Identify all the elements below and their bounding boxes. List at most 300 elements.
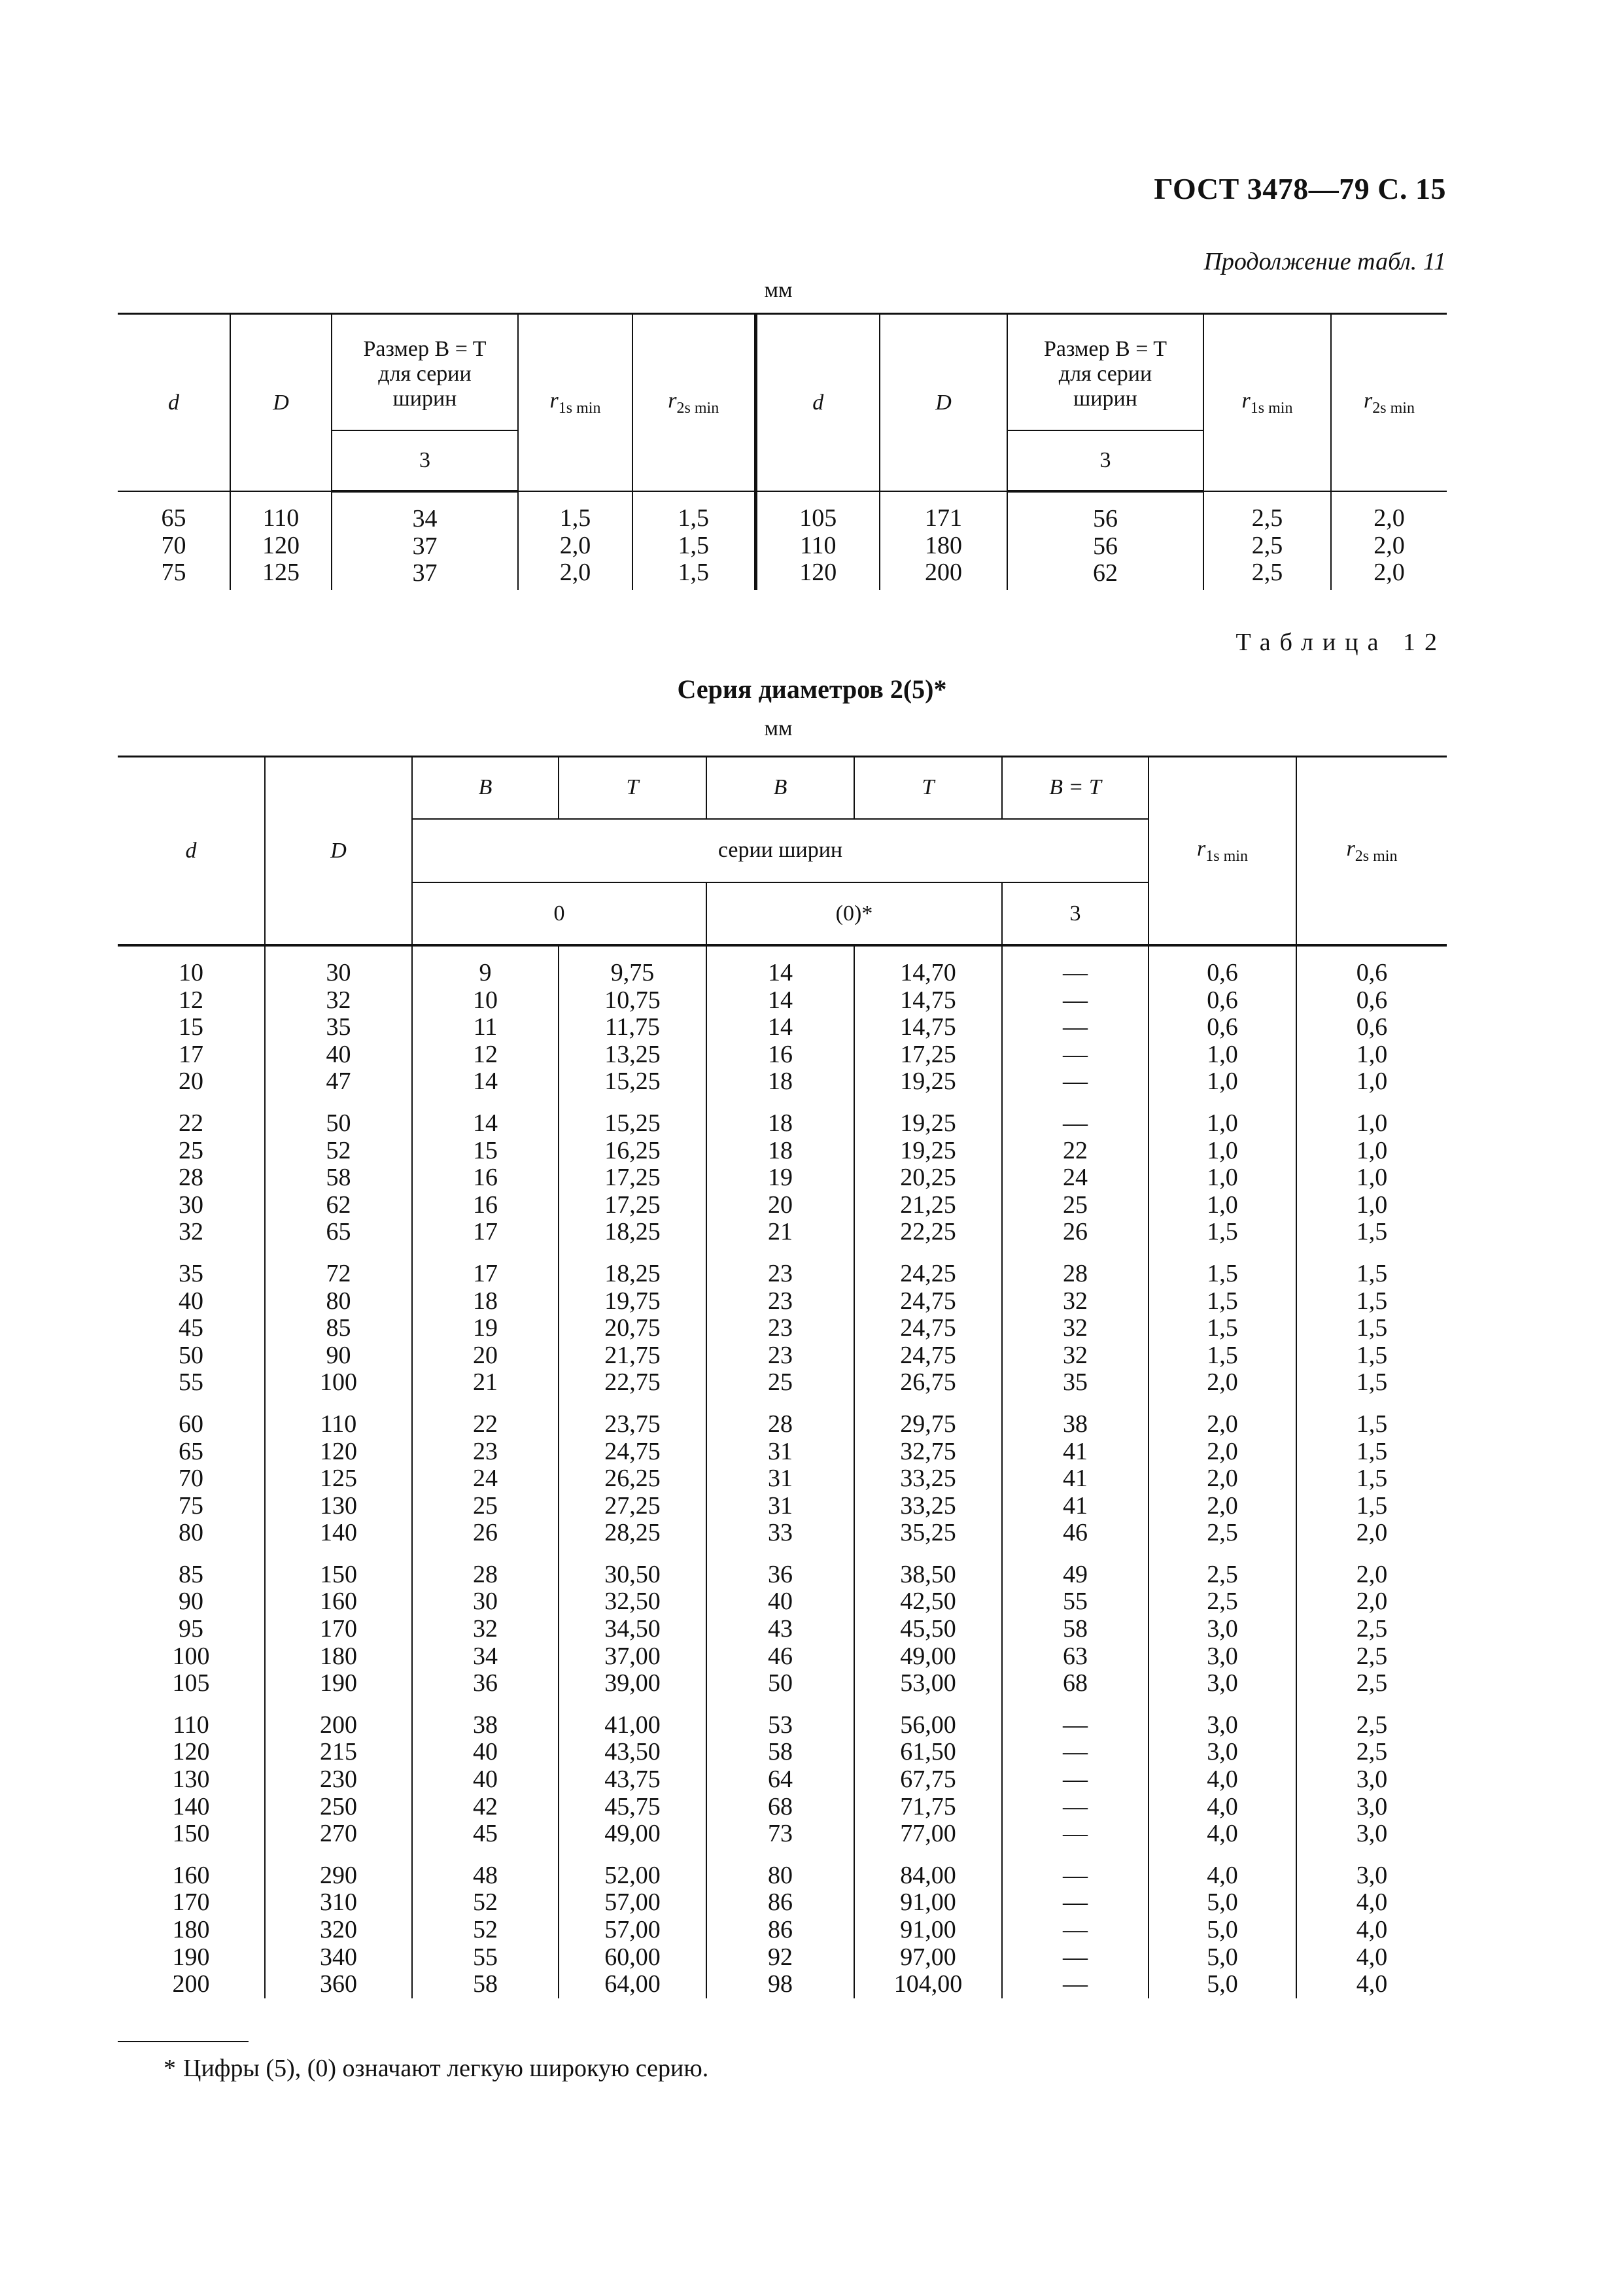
t12-header-T2: T [854,757,1002,819]
size-label-line3: ширин [392,387,457,411]
t12-col-B1 [412,945,559,1096]
table-cell: 0,6 [1356,959,1388,986]
table-cell: 21,75 [604,1341,661,1369]
table-cell: 18 [473,1287,498,1315]
table-cell: 31 [768,1465,793,1493]
table-cell: 49,00 [900,1642,956,1670]
table-cell: 16,25 [604,1136,661,1164]
table-cell: 30 [326,959,351,986]
table-cell: 18 [768,1136,793,1164]
t11-header-size-right [1007,314,1203,431]
table-cell: 19,25 [900,1068,956,1096]
t12-col-D [265,1096,412,1246]
t12-header-series-0: 0 [412,882,706,944]
table-cell: 32 [1063,1314,1088,1342]
table-cell: 110 [320,1410,357,1438]
table-cell: 22 [473,1410,498,1438]
table-12-label: Таблица 12 [1235,629,1446,656]
table-cell: 9,75 [610,959,655,986]
t12-col-r2 [1296,1848,1447,1998]
table-cell: 19 [473,1314,498,1342]
table-cell: 95 [179,1615,203,1643]
table-cell: 40 [768,1588,793,1616]
t12-col-B1 [412,1397,559,1547]
table-cell: 17,25 [900,1040,956,1068]
table-cell: 1,5 [678,531,709,559]
table-cell: 80 [768,1861,793,1889]
t11-col-r1-left [518,491,632,590]
table-cell: 21 [473,1368,498,1397]
r1-symbol: r [549,388,559,413]
table-cell: 105 [799,504,837,532]
table-cell: — [1063,1943,1088,1971]
t12-col-d [118,1547,265,1697]
table12-unit: мм [764,716,793,740]
t12-col-BT [1002,1848,1149,1998]
table-cell: 15 [179,1013,203,1041]
t12-col-d [118,1397,265,1547]
table-cell: 2,5 [1207,1588,1238,1616]
table-cell: 58 [326,1164,351,1192]
t12-col-r2 [1296,1397,1447,1547]
table-cell: 1,0 [1207,1164,1238,1192]
t12-col-r1 [1149,1547,1296,1697]
t12-col-T2 [854,1246,1002,1397]
table-cell: 33,25 [900,1491,956,1520]
table-cell: — [1063,959,1088,986]
t11-header-r2-left [632,314,755,492]
table-cell: 190 [172,1943,210,1971]
table-cell: 2,0 [1356,1588,1388,1616]
table-cell: 1,0 [1207,1109,1238,1137]
table-cell: 3,0 [1207,1669,1238,1697]
table-cell: 19 [768,1164,793,1192]
table-cell: 38 [473,1711,498,1739]
t11-header-r1-right [1203,314,1331,492]
table-cell: 20 [179,1068,203,1096]
table-cell: 34 [473,1642,498,1670]
t12-col-T1 [559,1397,706,1547]
table-cell: 2,0 [1207,1410,1238,1438]
table-cell: 110 [799,531,837,559]
table-cell: 140 [320,1519,357,1547]
table-cell: 14,75 [900,986,956,1014]
t12-col-BT [1002,1246,1149,1397]
table-cell: 60 [179,1410,203,1438]
table-cell: 2,0 [1207,1437,1238,1465]
t11-header-size-left [332,314,518,431]
table-cell: 24 [473,1465,498,1493]
t12-col-T2 [854,945,1002,1096]
table-cell: 32 [1063,1287,1088,1315]
table-cell: — [1063,1765,1088,1794]
table-cell: 49 [1063,1560,1088,1588]
table-cell: 30 [473,1588,498,1616]
table-cell: — [1063,1109,1088,1137]
table-cell: 2,5 [1356,1738,1388,1766]
table-cell: 35 [326,1013,351,1041]
table-cell: 52,00 [604,1861,661,1889]
table-cell: 360 [320,1970,357,1998]
t12-col-BT [1002,1096,1149,1246]
table-cell: 4,0 [1207,1820,1238,1848]
table-cell: 23 [473,1437,498,1465]
table-cell: 110 [173,1711,209,1739]
t12-col-B1 [412,1547,559,1697]
t12-col-d [118,945,265,1096]
table-cell: 45,75 [604,1792,661,1820]
table-cell: 26 [1063,1218,1088,1246]
table-cell: 17,25 [604,1164,661,1192]
t12-col-T2 [854,1096,1002,1246]
size-label-line1: Размер B = T [1043,337,1167,361]
table-cell: 65 [179,1437,203,1465]
t12-col-D [265,1397,412,1547]
table-cell: 57,00 [604,1916,661,1943]
t11-col-d-right [755,491,880,590]
table-cell: 85 [179,1560,203,1588]
table-cell: 52 [473,1888,498,1917]
table-cell: 130 [172,1765,210,1794]
table-cell: 9 [479,959,492,986]
table-cell: — [1063,1916,1088,1943]
t11-header-r1-left [518,314,632,492]
t12-col-B2 [706,1547,854,1697]
table-cell: 1,5 [1356,1410,1388,1438]
size-label-line2: для серии [378,362,472,386]
table-cell: 2,0 [1207,1491,1238,1520]
table-cell: 4,0 [1356,1970,1388,1998]
table-cell: 56 [1093,532,1118,560]
table-cell: 26 [473,1519,498,1547]
t11-header-D-right: D [880,314,1007,492]
t11-header-series-left: 3 [332,430,518,491]
t11-col-D-left [230,491,332,590]
table-cell: 20,25 [900,1164,956,1192]
footnote-star: * [164,2055,176,2082]
table-cell: 20,75 [604,1314,661,1342]
table-cell: 39,00 [604,1669,661,1697]
table-cell: 2,0 [1373,531,1405,559]
table-cell: — [1063,1711,1088,1739]
table-cell: 84,00 [900,1861,956,1889]
t11-col-BT-right [1007,491,1203,590]
table-cell: 17 [179,1040,203,1068]
table-cell: 71,75 [900,1792,956,1820]
table-cell: 20 [473,1341,498,1369]
table-cell: 1,5 [1356,1259,1388,1287]
table-cell: 63 [1063,1642,1088,1670]
table-cell: 0,6 [1207,986,1238,1014]
table-cell: 19,75 [604,1287,661,1315]
table-cell: 58 [473,1970,498,1998]
table-cell: 270 [320,1820,357,1848]
table-cell: 1,5 [1356,1465,1388,1493]
table-cell: 33 [768,1519,793,1547]
t11-col-BT-left [332,491,518,590]
table-cell: 0,6 [1356,986,1388,1014]
table-cell: 2,5 [1251,559,1283,587]
table-cell: 3,0 [1356,1861,1388,1889]
footnote-rule [118,2041,249,2042]
table-cell: 250 [320,1792,357,1820]
t12-col-BT [1002,1697,1149,1848]
t11-col-r2-right [1331,491,1447,590]
t11-header-d-left: d [118,314,230,492]
t12-header-B1: B [412,757,559,819]
table-cell: 16 [768,1040,793,1068]
t12-col-B1 [412,1848,559,1998]
table-cell: 55 [179,1368,203,1397]
table-cell: 125 [320,1465,357,1493]
t11-col-r1-right [1203,491,1331,590]
table-cell: 61,50 [900,1738,956,1766]
table-cell: 32,50 [604,1588,661,1616]
table-cell: 1,5 [1207,1287,1238,1315]
table-cell: 48 [473,1861,498,1889]
table-cell: 43 [768,1615,793,1643]
table-cell: 52 [326,1136,351,1164]
table-cell: 30 [179,1191,203,1219]
table-cell: 100 [172,1642,210,1670]
table-cell: 60,00 [604,1943,661,1971]
page-header: ГОСТ 3478—79 С. 15 [1154,172,1446,205]
t12-header-series-widths: серии ширин [412,819,1149,883]
t12-col-d [118,1697,265,1848]
table-cell: 14,75 [900,1013,956,1041]
table-cell: 70 [161,531,186,559]
table-cell: 2,5 [1207,1519,1238,1547]
table-cell: 170 [172,1888,210,1917]
table-cell: 5,0 [1207,1888,1238,1917]
t12-col-D [265,1848,412,1998]
table-cell: 17,25 [604,1191,661,1219]
r1-subscript: 1s min [1250,399,1293,417]
table-cell: 4,0 [1207,1861,1238,1889]
table-cell: 3,0 [1207,1711,1238,1739]
t12-col-r1 [1149,1848,1296,1998]
table-cell: 0,6 [1207,1013,1238,1041]
table-cell: 26,25 [604,1465,661,1493]
table-cell: 340 [320,1943,357,1971]
table-cell: 31 [768,1491,793,1520]
table-cell: 32 [179,1218,203,1246]
table-cell: 4,0 [1207,1792,1238,1820]
table-cell: 45,50 [900,1615,956,1643]
table-cell: — [1063,1068,1088,1096]
table-cell: 104,00 [893,1970,963,1998]
table-cell: 15 [473,1136,498,1164]
table-cell: 25 [179,1136,203,1164]
table-cell: 2,0 [1207,1368,1238,1397]
table-cell: 1,0 [1356,1068,1388,1096]
t12-col-r2 [1296,1547,1447,1697]
table-cell: 180 [925,531,962,559]
table-cell: — [1063,1861,1088,1889]
table-cell: 1,0 [1207,1040,1238,1068]
table-cell: 67,75 [900,1765,956,1794]
table-cell: 41,00 [604,1711,661,1739]
t12-col-T1 [559,1697,706,1848]
table-cell: 1,5 [1356,1314,1388,1342]
table-cell: 3,0 [1356,1820,1388,1848]
table-cell: 23 [768,1314,793,1342]
t11-header-D-left: D [230,314,332,492]
table-cell: 2,5 [1207,1560,1238,1588]
table-cell: 125 [262,559,300,587]
footnote [164,2054,709,2083]
t12-col-D [265,1697,412,1848]
table-cell: 17 [473,1218,498,1246]
table-cell: 24,75 [900,1341,956,1369]
t12-col-B2 [706,1848,854,1998]
table-cell: 0,6 [1207,959,1238,986]
table-cell: 31 [768,1437,793,1465]
table-cell: 4,0 [1207,1765,1238,1794]
t12-col-D [265,1246,412,1397]
table-cell: 53 [768,1711,793,1739]
t12-header-series-3: 3 [1002,882,1149,944]
table-cell: 200 [925,559,962,587]
table-cell: 86 [768,1888,793,1917]
table-cell: 4,0 [1356,1943,1388,1971]
table-cell: 200 [320,1711,357,1739]
t12-header-B2: B [706,757,854,819]
table-cell: 2,0 [1356,1519,1388,1547]
table-cell: 36 [473,1669,498,1697]
t12-col-r1 [1149,945,1296,1096]
table-cell: 0,6 [1356,1013,1388,1041]
table-cell: 22 [1063,1136,1088,1164]
table-cell: 1,5 [559,504,591,532]
table-cell: 16 [473,1191,498,1219]
table-cell: — [1063,1792,1088,1820]
table-cell: 40 [473,1765,498,1794]
table-cell: 22 [179,1109,203,1137]
table-cell: 2,5 [1356,1615,1388,1643]
table-cell: 14 [768,1013,793,1041]
table-cell: 21,25 [900,1191,956,1219]
table-cell: 1,0 [1356,1136,1388,1164]
table-cell: 1,5 [678,559,709,587]
table-row-group [118,1096,1447,1246]
table-cell: 18 [768,1068,793,1096]
t12-col-B2 [706,1697,854,1848]
t12-col-T2 [854,1697,1002,1848]
t12-col-r1 [1149,1246,1296,1397]
table-cell: 98 [768,1970,793,1998]
table-cell: 41 [1063,1465,1088,1493]
table-cell: 1,0 [1356,1109,1388,1137]
table-cell: 23 [768,1341,793,1369]
table-cell: 62 [326,1191,351,1219]
table-cell: 11 [473,1013,498,1041]
table-cell: — [1063,1970,1088,1998]
table-12 [118,756,1447,1998]
table-cell: 18,25 [604,1218,661,1246]
table-cell: 3,0 [1207,1738,1238,1766]
table-cell: 24,75 [900,1287,956,1315]
table-cell: 10,75 [604,986,661,1014]
t12-col-B2 [706,945,854,1096]
table-cell: — [1063,1040,1088,1068]
table-cell: 50 [768,1669,793,1697]
table-cell: — [1063,986,1088,1014]
table-cell: 16 [473,1164,498,1192]
table-cell: 32 [473,1615,498,1643]
t12-header-T1: T [559,757,706,819]
t12-col-T2 [854,1397,1002,1547]
table-cell: 4,0 [1356,1916,1388,1943]
t12-col-r2 [1296,1246,1447,1397]
table-cell: 23 [768,1287,793,1315]
table-cell: 49,00 [604,1820,661,1848]
table-cell: 230 [320,1765,357,1794]
table-cell: 90 [179,1588,203,1616]
table-cell: 75 [179,1491,203,1520]
table-cell: 5,0 [1207,1970,1238,1998]
t12-col-r2 [1296,1697,1447,1848]
table-cell: 100 [320,1368,357,1397]
table-cell: 2,5 [1251,504,1283,532]
t12-col-B2 [706,1397,854,1547]
table-cell: 24 [1063,1164,1088,1192]
table-cell: 28 [179,1164,203,1192]
table-cell: 14 [768,986,793,1014]
table-cell: 34,50 [604,1615,661,1643]
table-cell: 34 [412,505,438,532]
table-cell: 27,25 [604,1491,661,1520]
table-cell: 1,5 [1207,1218,1238,1246]
table-cell: 40 [326,1040,351,1068]
table-cell: 18 [768,1109,793,1137]
table-cell: 14 [473,1068,498,1096]
table-cell: 215 [320,1738,357,1766]
table-cell: 1,5 [1356,1287,1388,1315]
t12-header-r1 [1149,757,1296,945]
table-cell: 14,70 [900,959,956,986]
r2-subscript: 2s min [1355,847,1398,865]
table-cell: 22,75 [604,1368,661,1397]
table-cell: 160 [172,1861,210,1889]
table-cell: 92 [768,1943,793,1971]
table-cell: 11,75 [604,1013,661,1041]
table-cell: 140 [172,1792,210,1820]
table-cell: 190 [320,1669,357,1697]
r2-symbol: r [1346,836,1355,861]
table-cell: 32 [326,986,351,1014]
t12-col-BT [1002,1547,1149,1697]
table-cell: 1,5 [1356,1341,1388,1369]
r1-symbol: r [1197,836,1206,861]
t12-header-d: d [185,838,197,863]
t12-col-r1 [1149,1697,1296,1848]
table-cell: 14 [473,1109,498,1137]
table-cell: 13,25 [604,1040,661,1068]
table-cell: 160 [320,1588,357,1616]
table-row-group [118,1547,1447,1697]
t12-col-T1 [559,1547,706,1697]
t12-col-B2 [706,1096,854,1246]
table-cell: 180 [172,1916,210,1943]
table-cell: 2,0 [1373,504,1405,532]
table-cell: 19,25 [900,1136,956,1164]
table-cell: 43,50 [604,1738,661,1766]
size-label-line2: для серии [1058,362,1152,386]
table-cell: 50 [326,1109,351,1137]
table-row-group [118,945,1447,1096]
table-cell: 36 [768,1560,793,1588]
